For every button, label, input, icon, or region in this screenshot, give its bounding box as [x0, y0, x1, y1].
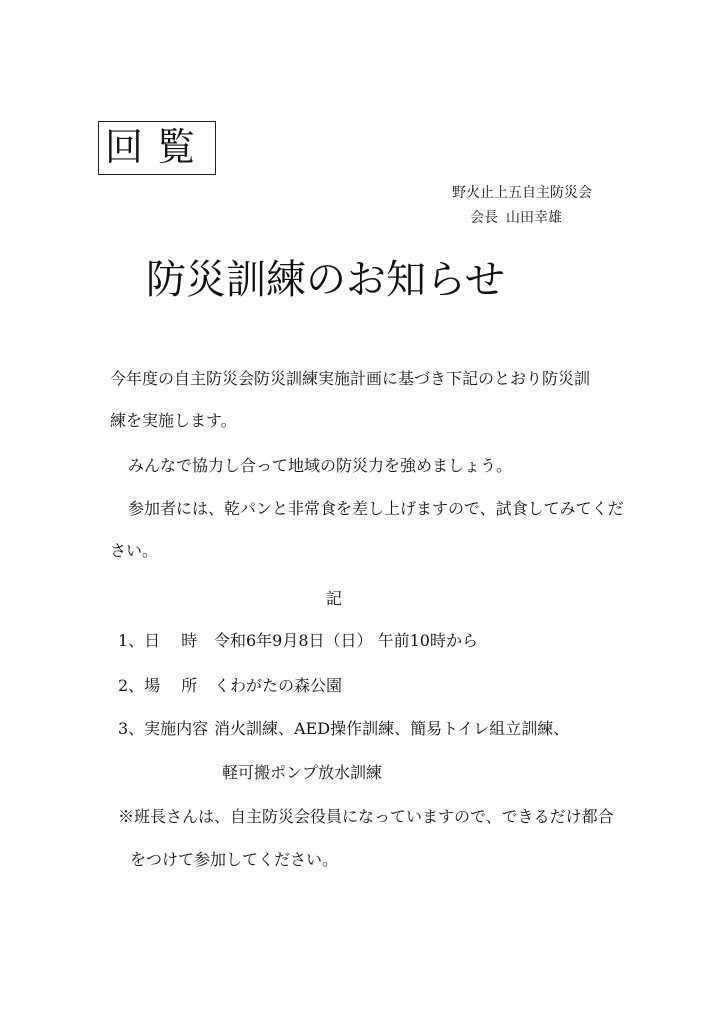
detail-label: 2、場 所: [118, 676, 198, 695]
circulation-stamp: 回覧: [98, 121, 216, 175]
body-p1-line1: 今年度の自主防災会防災訓練実施計画に基づき下記のとおり防災訓: [110, 369, 591, 388]
detail-label: 3、実施内容: [118, 719, 209, 738]
note-line1: ※班長さんは、自主防災会役員になっていますので、できるだけ都合: [118, 807, 614, 826]
organization-name: 野火止上五自主防災会: [452, 185, 592, 201]
detail-label: 1、日 時: [118, 631, 198, 650]
note-line2: をつけて参加してください。: [130, 850, 339, 869]
body-p1-line2: 練を実施します。: [110, 411, 237, 430]
chair-title: 会長: [470, 210, 498, 226]
detail-row: [118, 718, 569, 740]
chair-line: [470, 207, 570, 227]
body-p3-line1: 参加者には、乾パンと非常食を差し上げますので、試食してみてくだ: [128, 499, 624, 518]
detail-row: [118, 675, 342, 697]
body-p2: みんなで協力し合って地域の防災力を強めましょう。: [128, 456, 513, 475]
document-title: 防災訓練のお知らせ: [146, 257, 505, 303]
detail-value: 令和6年9月8日（日） 午前10時から: [214, 631, 478, 650]
ki-heading: 記: [326, 589, 343, 608]
detail-value: 消火訓練、AED操作訓練、簡易トイレ組立訓練、: [214, 719, 570, 738]
chair-name: 山田幸雄: [506, 210, 562, 226]
detail-row: [118, 630, 478, 652]
body-p3-line2: さい。: [110, 541, 159, 560]
detail-value: くわがたの森公園: [214, 676, 343, 695]
detail-continuation: 軽可搬ポンプ放水訓練: [222, 763, 383, 782]
